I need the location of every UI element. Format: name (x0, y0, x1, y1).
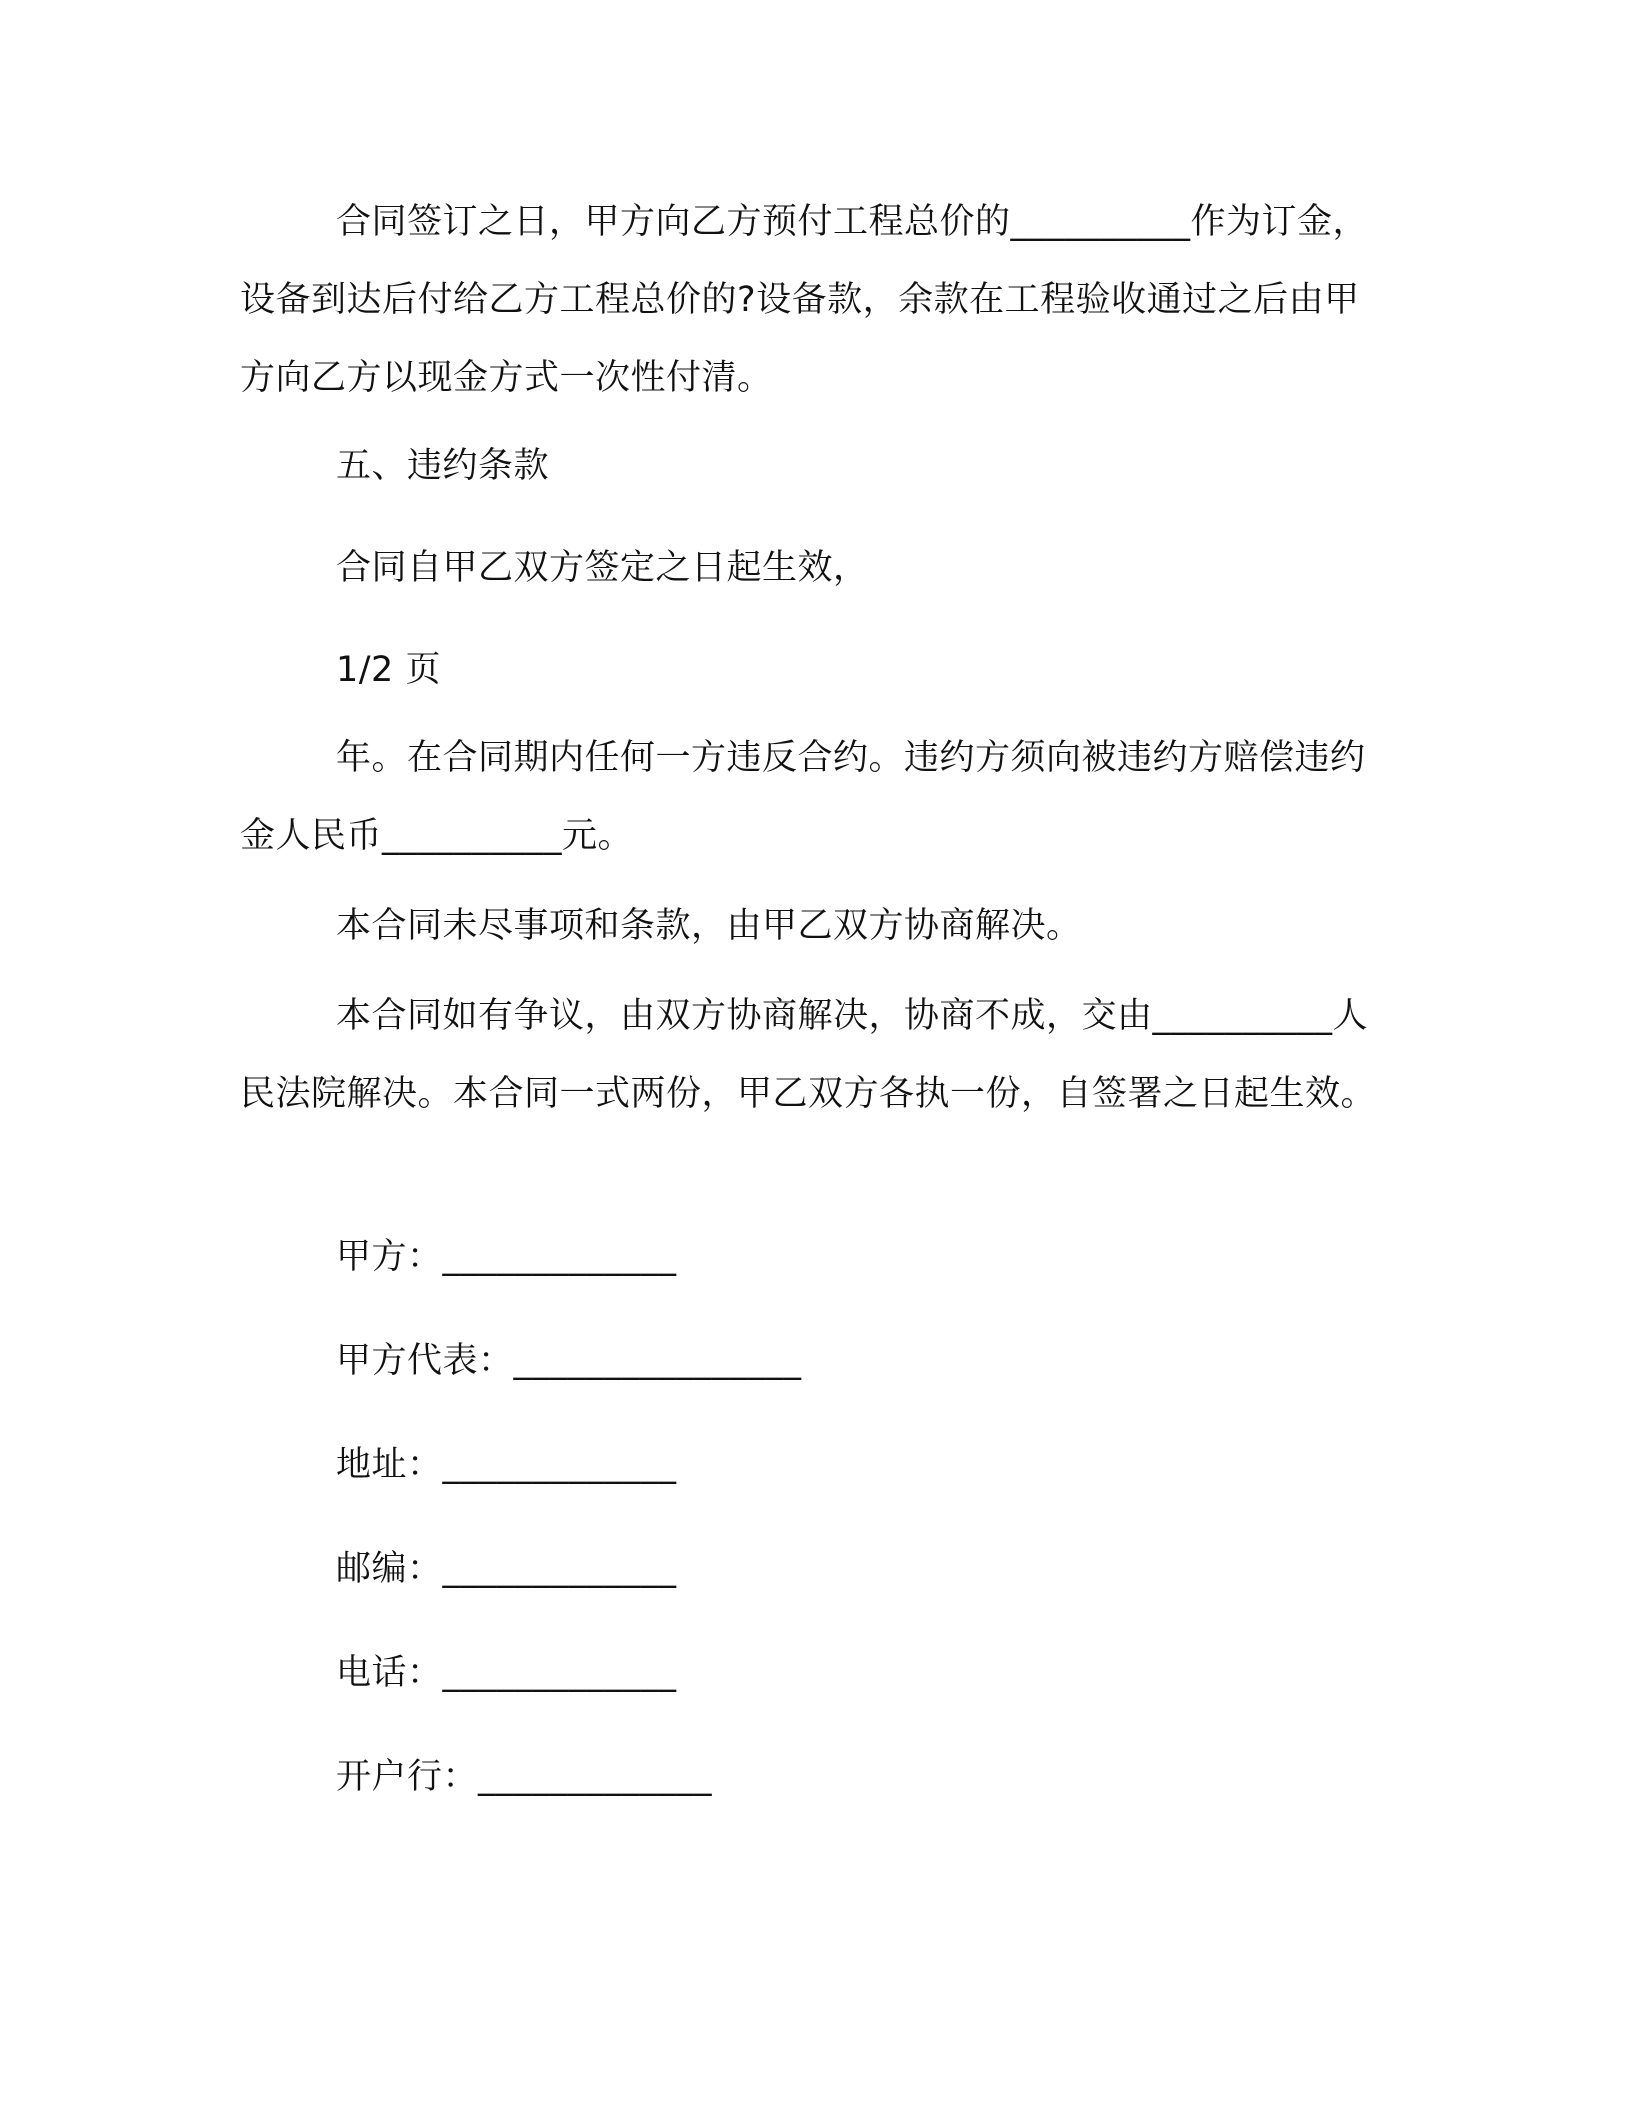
unresolved-matters-paragraph: 本合同未尽事项和条款，由甲乙双方协商解决。 (336, 906, 1082, 946)
field-label: 甲方代表： (336, 1341, 514, 1381)
field-postal-code (240, 1517, 1390, 1621)
effective-clause: 合同自甲乙双方签定之日起生效， (336, 548, 869, 588)
field-party-a (240, 1205, 1390, 1309)
penalty-paragraph: 年。在合同期内任何一方违反合约。违约方须向被违约方赔偿违约金人民币__________元。 (240, 738, 1366, 856)
page-number: 1/2 页 (336, 650, 441, 690)
field-label: 电话： (336, 1653, 443, 1693)
field-blank: _____________ (478, 1757, 713, 1797)
field-phone (240, 1621, 1390, 1725)
field-party-a-representative (240, 1309, 1390, 1413)
field-blank: ________________ (513, 1341, 802, 1381)
field-address (240, 1413, 1390, 1517)
field-label: 邮编： (336, 1549, 443, 1589)
document-body (240, 183, 1390, 1829)
field-bank (240, 1725, 1390, 1829)
dispute-paragraph: 本合同如有争议，由双方协商解决，协商不成，交由__________人民法院解决。本合同一式两份，甲乙双方各执一份，自签署之日起生效。 (240, 996, 1377, 1114)
field-blank: _____________ (442, 1549, 677, 1589)
field-label: 甲方： (336, 1237, 443, 1277)
section-heading-breach: 五、违约条款 (336, 446, 550, 486)
field-blank: _____________ (442, 1237, 677, 1277)
field-label: 开户行： (336, 1757, 479, 1797)
field-label: 地址： (336, 1445, 443, 1485)
field-blank: _____________ (442, 1653, 677, 1693)
signature-fields (240, 1205, 1390, 1829)
payment-paragraph: 合同签订之日，甲方向乙方预付工程总价的__________作为订金，设备到达后付给乙方工程总价的?设备款，余款在工程验收通过之后由甲方向乙方以现金方式一次性付清。 (240, 202, 1369, 398)
field-blank: _____________ (442, 1445, 677, 1485)
